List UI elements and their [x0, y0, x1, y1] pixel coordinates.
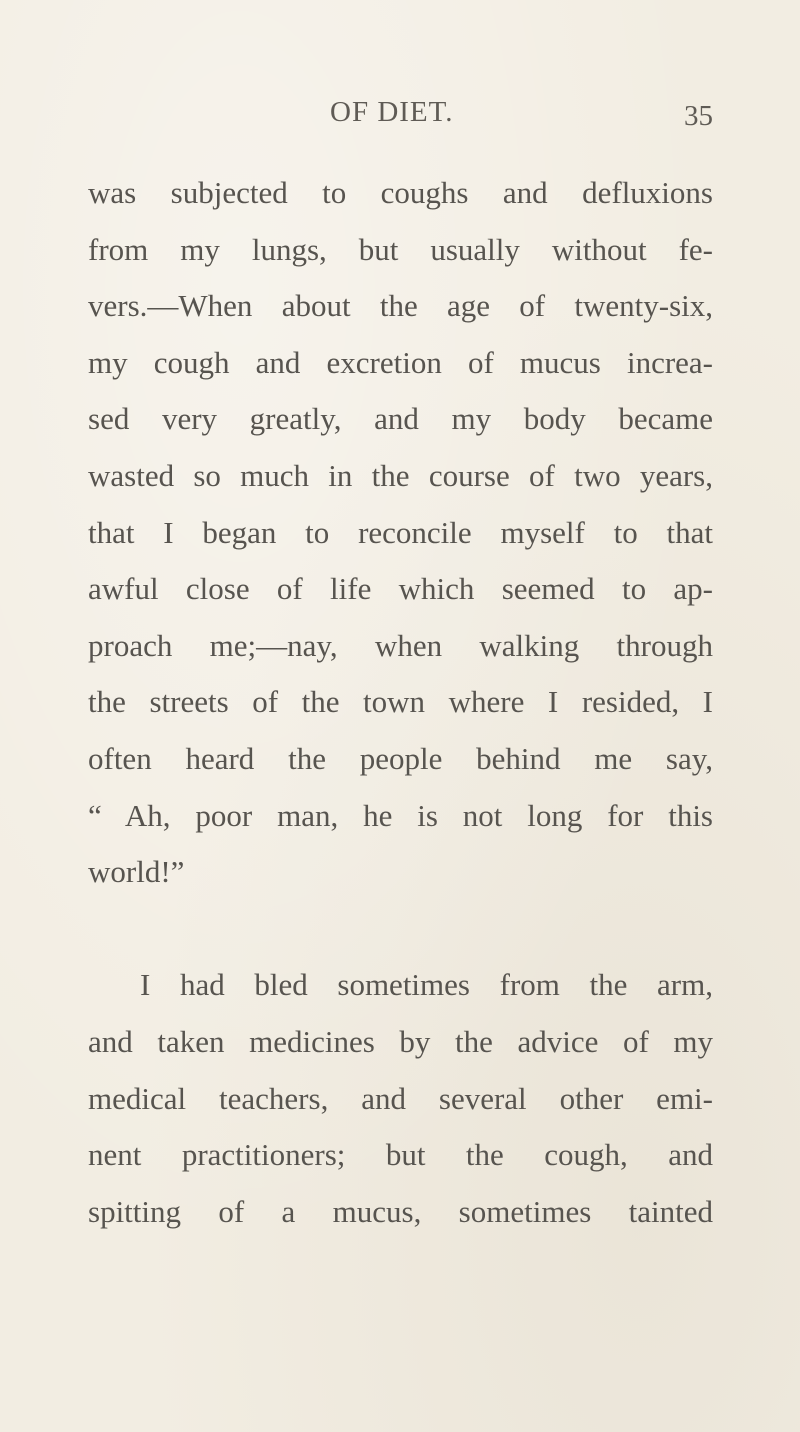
- text-line: from my lungs, but usually without fe-: [88, 231, 713, 267]
- text-line: and taken medicines by the advice of my: [88, 1023, 713, 1059]
- text-line: my cough and excretion of mucus increa-: [88, 344, 713, 380]
- body-text: [88, 165, 713, 1240]
- running-head-title: OF DIET.: [330, 96, 454, 128]
- text-line: “ Ah, poor man, he is not long for this: [88, 797, 713, 833]
- text-line: medical teachers, and several other emi-: [88, 1080, 713, 1116]
- text-line: the streets of the town where I resided, I: [88, 684, 713, 720]
- paragraph-2: [88, 957, 713, 1240]
- text-line: vers.—When about the age of twenty-six,: [88, 288, 713, 324]
- paragraph-gap: [88, 901, 713, 958]
- text-line: world!”: [88, 854, 185, 890]
- text-line: sed very greatly, and my body became: [88, 401, 713, 437]
- text-line: often heard the people behind me say,: [88, 740, 713, 776]
- text-line: I had bled sometimes from the arm,: [140, 967, 713, 1003]
- paragraph-1: [88, 165, 713, 901]
- text-line: that I began to reconcile myself to that: [88, 514, 713, 550]
- running-head: [0, 96, 800, 136]
- text-line: proach me;—nay, when walking through: [88, 627, 713, 663]
- text-line: was subjected to coughs and defluxions: [88, 175, 713, 210]
- text-line: awful close of life which seemed to ap-: [88, 571, 713, 607]
- text-line: nent practitioners; but the cough, and: [88, 1137, 713, 1173]
- text-line: spitting of a mucus, sometimes tainted: [88, 1193, 713, 1229]
- text-line: wasted so much in the course of two years,: [88, 457, 713, 493]
- page-number: 35: [684, 100, 713, 132]
